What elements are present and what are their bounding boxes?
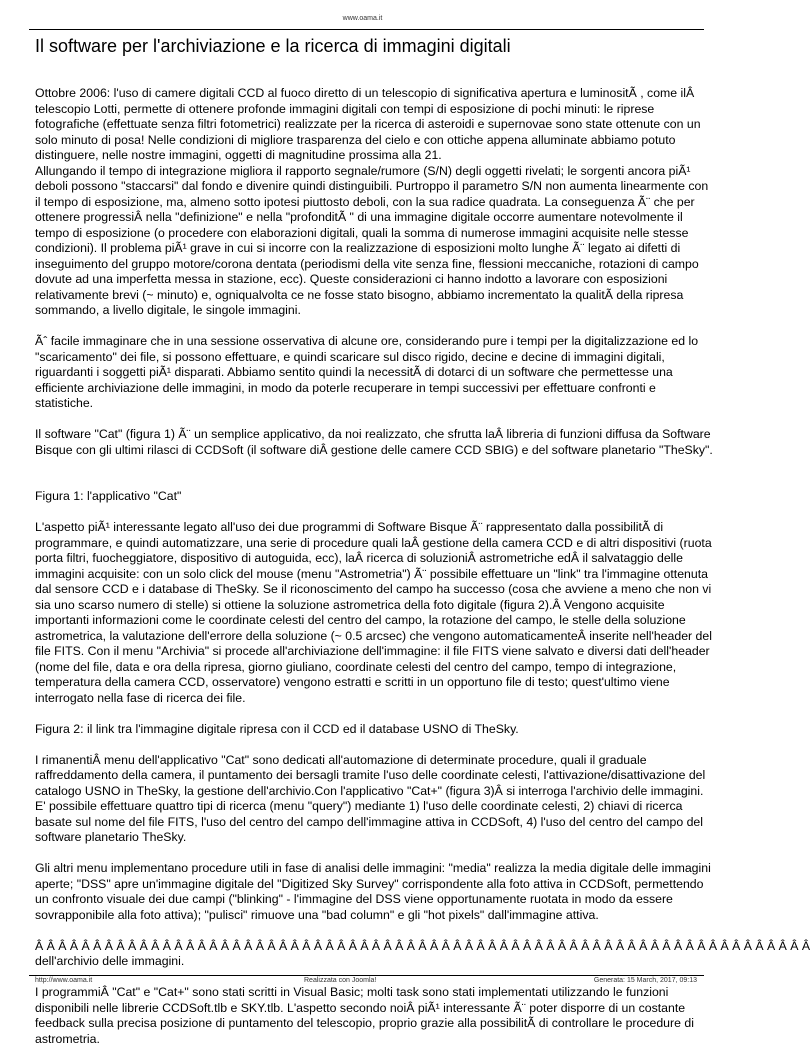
article-title: Il software per l'archiviazione e la ricerca di immagini digitali [35,36,511,56]
paragraph-automation: L'aspetto piÃ¹ interessante legato all'uso dei due programmi di Software Bisque Ã¨ rappresentato dalla possibilitÃ di programmare, e quindi automatizzare, una serie di procedure quali laÂ gestione della camera CCD e di altri dispositivi (ruota porta filtri, fuocheggiatore, dispositivo di autoguida, ecc), laÂ ricerca di soluzioniÂ astrometriche edÂ il salvataggio delle immagini acquisite: con un solo click del mouse (menu "Astrometria") Ã¨ possibile effettuare un "link" tra l'immagine ottenuta dal sensore CCD e i database di TheSky. Se il riconoscimento del campo ha successo (cosa che avviene a meno che non vi sia uno scarso numero di stelle) si ottiene la soluzione astrometrica della foto digitale (figura 2).Â Vengono acquisite importanti informazioni come le coordinate celesti del centro del campo, la rotazione del campo, le stelle della soluzione astrometrica, la valutazione dell'errore della soluzione (~ 0.5 arcsec) che vengono automaticamenteÂ inserite nell'header del file FITS. Con il menu "Archivia" si procede all'archiviazione dell'immagine: il file FITS viene salvato e diversi dati dell'header (nome del file, data e ora della ripresa, giorno giuliano, coordinate celesti del centro del campo, tempo di integrazione, temperatura della camera CCD, osservatore) vengono estratti e scritti in un opportuno file di testo; quest'ultimo viene interrogato nella fase di ricerca dei file. [35,520,712,705]
footer-url[interactable]: http://www.oama.it [35,977,93,984]
article-body [35,86,810,1047]
header-divider [29,29,704,30]
paragraph-archive-need: Ãˆ facile immaginare che in una sessione osservativa di alcune ore, considerando pure i tempi per la digitalizzazione ed lo "scaricamento" dei file, si possono effettuare, e quindi scaricare sul disco rigido, decine e decine di immagini digitali, riguardanti i soggetti piÃ¹ disparati. Abbiamo sentito quindi la necessitÃ di dotarci di un software che permettesse una efficiente archiviazione delle immagini, in modo da poterle recuperare in tempi successivi per effettuare confronti e statistiche. [35,334,699,410]
footer [35,977,697,987]
garbled-character-line: Â Â Â Â Â Â Â Â Â Â Â Â Â Â Â Â Â Â Â Â Â Â Â Â Â Â Â Â Â Â Â Â Â Â Â Â Â Â Â Â Â Â Â Â Â Â Â Â Â Â Â Â Â Â Â Â Â Â Â Â Â Â Â Â Â Â Â [35,938,810,953]
figure-1-caption: Figura 1: l'applicativo "Cat" [35,489,182,503]
paragraph-archive-fragment: dell'archivio delle immagini. [35,954,185,968]
header-site-url: www.oama.it [342,15,383,22]
paragraph-intro: Ottobre 2006: l'uso di camere digitali CCD al fuoco diretto di un telescopio di significativa apertura e luminositÃ , come ilÂ telescopio Lotti, permette di ottenere profonde immagini digitali con tempi di esposizione di pochi minuti: le riprese fotografiche (effettuate senza filtri fotometrici) realizzate per la ricerca di asteroidi e supernovae sono state ottenute con un solo minuto di posa! Nelle condizioni di migliore trasparenza del cielo e con ottiche appena alluminate abbiamo potuto distinguere, nelle nostre immagini, oggetti di magnitudine prossima alla 21. [35,86,701,162]
footer-divider [29,975,704,976]
footer-credit: Realizzata con Joomla! [304,977,377,984]
paragraph-menus: I rimanentiÂ menu dell'applicativo "Cat" sono dedicati all'automazione di determinate procedure, quali il graduale raffreddamento della camera, il puntamento dei bersagli tramite l'uso delle coordinate celesti, l'attivazione/disattivazione del catalogo USNO in TheSky, la gestione dell'archivio.Con l'applicativo "Cat+" (figura 3)Â si interroga l'archivio delle immagini. E' possibile effettuare quattro tipi di ricerca (menu "query") mediante 1) l'uso delle coordinate celesti, 2) chiavi di ricerca basate sul nome del file FITS, l'uso del centro del campo dell'immagine attiva in CCDSoft, 4) l'uso del centro del campo del software planetario TheSky. [35,752,706,844]
paragraph-analysis: Gli altri menu implementano procedure utili in fase di analisi delle immagini: "media" realizza la media digitale delle immagini aperte; "DSS" apre un'immagine digitale del "Digitized Sky Survey" corrispondente alla foto attiva in CCDSoft, permettendo un confronto visuale dei due campi ("blinking" - l'immagine del DSS viene opportunamente ruotata in modo da essere sovrapponibile alla foto attiva); "pulisci" rimuove una "bad column" e gli "hot pixels" dall'immagine attiva. [35,861,711,922]
figure-2-caption: Figura 2: il link tra l'immagine digitale ripresa con il CCD ed il database USNO di TheSky. [35,721,519,736]
paragraph-cat-software: Il software "Cat" (figura 1) Ã¨ un semplice applicativo, da noi realizzato, che sfrutta laÂ libreria di funzioni diffusa da Software Bisque con gli ultimi rilasci di CCDSoft (il software diÂ gestione delle camere CCD SBIG) e del software planetario "TheSky". [35,427,713,457]
footer-generated-date: Generata: 15 March, 2017, 09:13 [593,977,697,984]
paragraph-visual-basic: I programmiÂ "Cat" e "Cat+" sono stati scritti in Visual Basic; molti task sono stati implementati utilizzando le funzioni disponibili nelle librerie CCDSoft.tlb e SKY.tlb. L'aspetto secondo noiÂ piÃ¹ interessante Ã¨ poter disporre di un costante feedback sulla precisa posizione di puntamento del telescopio, proprio grazie alla possibilitÃ di controllare le procedure di astrometria. [35,985,694,1046]
paragraph-exposure: Allungando il tempo di integrazione migliora il rapporto segnale/rumore (S/N) degli oggetti rivelati; le sorgenti ancora piÃ¹ deboli possono "staccarsi" dal fondo e divenire quindi distinguibili. Purtroppo il parametro S/N non aumenta linearmente con il tempo di esposizione, ma, almeno sotto ipotesi piuttosto deboli, con la sua radice quadrata. La conseguenza Ã¨ che per ottenere progressiÂ nella "definizione" e nella "profonditÃ " di una immagine digitale occorre aumentare notevolmente il tempo di esposizione (o procedere con elaborazioni digitali, quali la somma di numerose immagini acquisite nelle stesse condizioni). Il problema piÃ¹ grave in cui si incorre con la realizzazione di esposizioni molto lunghe Ã¨ legato ai difetti di inseguimento del gruppo motore/corona dentata (periodismi della vite senza fine, flessioni meccaniche, rotazioni di campo dovute ad una imperfetta messa in stazione, ecc). Queste considerazioni ci hanno indotto a lavorare con esposizioni relativamente brevi (~ minuto) e, ogniqualvolta ce ne fosse stato bisogno, abbiamo incrementato la qualitÃ della ripresa sommando, a livello digitale, le singole immagini. [35,163,709,317]
